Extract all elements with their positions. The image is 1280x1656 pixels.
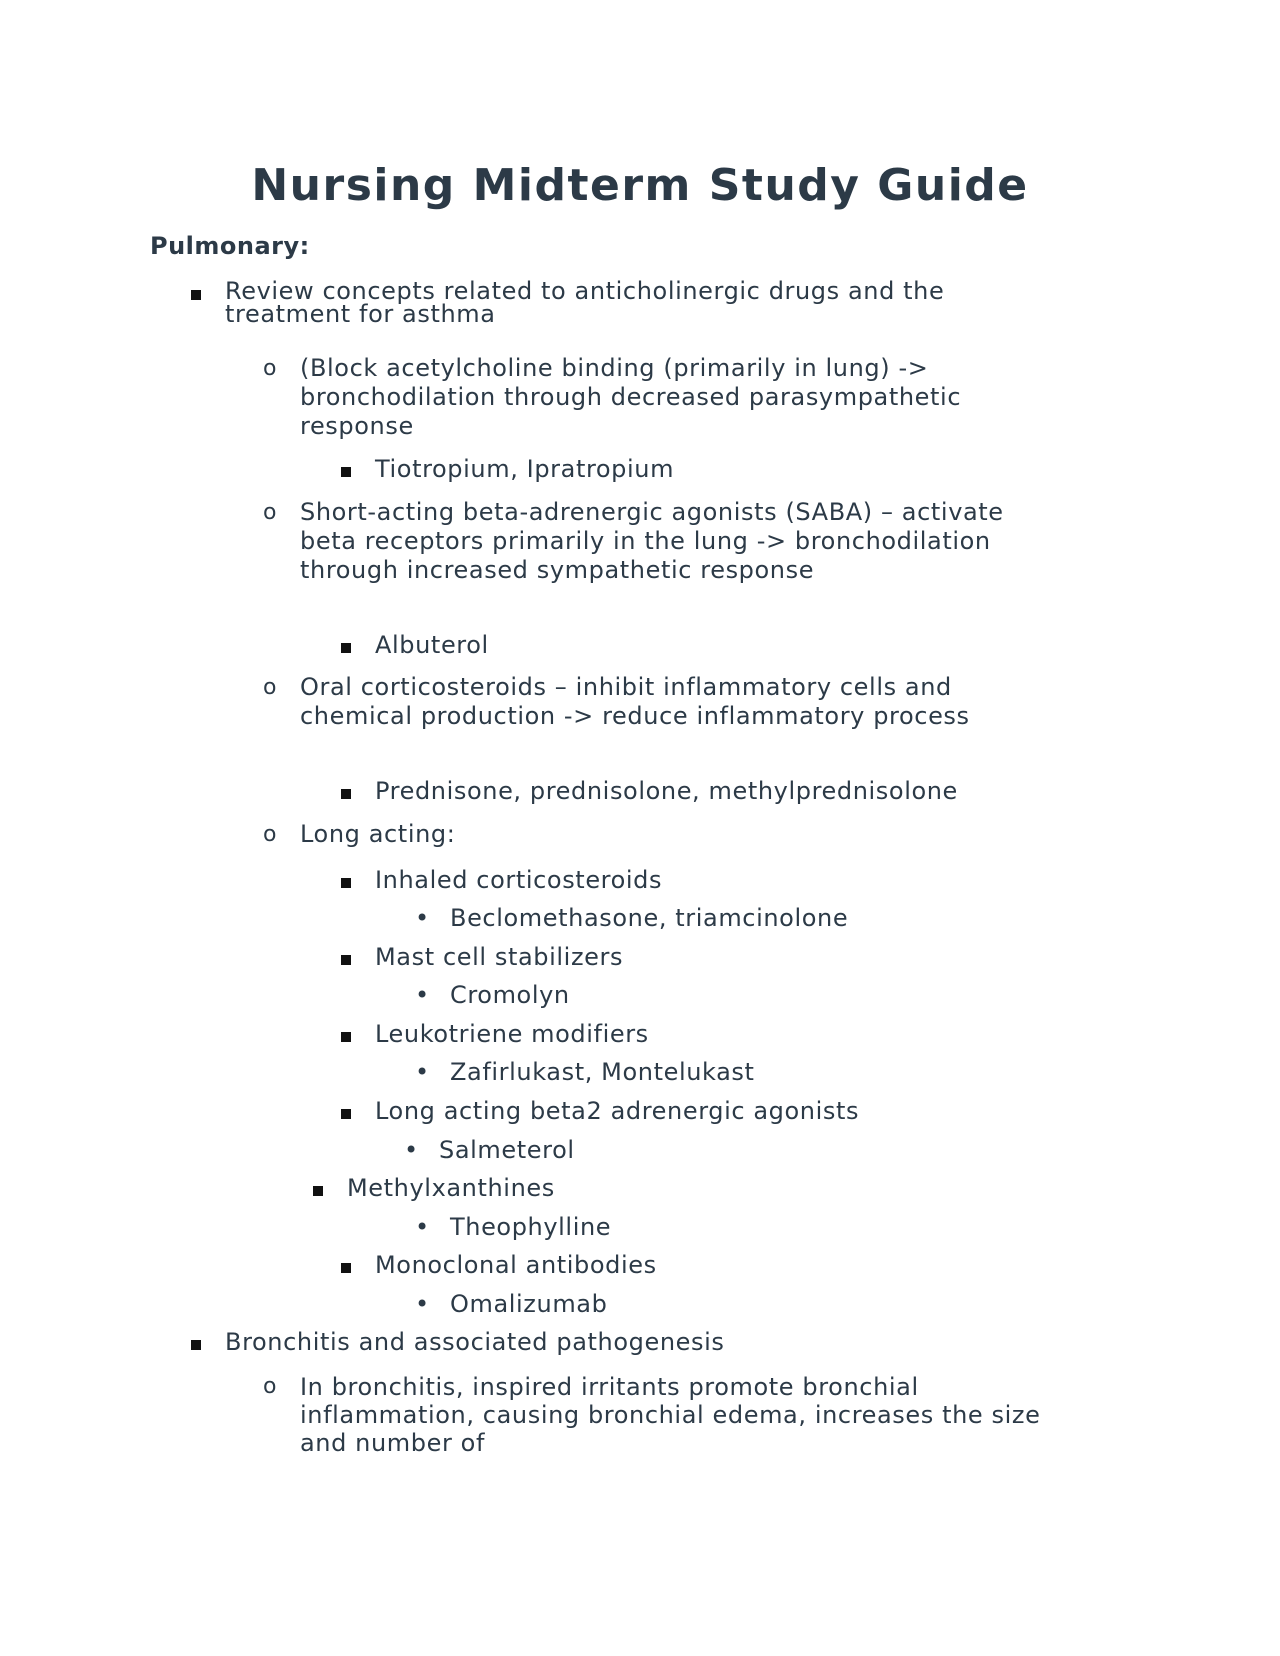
square-bullet-icon xyxy=(341,866,351,895)
list-item: Inhaled corticosteroids xyxy=(375,866,1075,895)
dot-bullet-icon: • xyxy=(415,1290,430,1318)
square-bullet-icon xyxy=(341,777,351,806)
list-item: • Cromolyn xyxy=(415,981,570,1009)
list-item: Methylxanthines xyxy=(347,1174,1047,1203)
circle-bullet-icon: o xyxy=(263,822,278,847)
list-item: • Beclomethasone, triamcinolone xyxy=(415,904,849,932)
square-bullet-icon xyxy=(191,1328,201,1357)
list-item: Albuterol xyxy=(375,631,1075,660)
square-bullet-icon xyxy=(341,1020,351,1049)
list-item: Prednisone, prednisolone, methylprednisolone xyxy=(375,777,1115,806)
square-bullet-icon xyxy=(341,1251,351,1280)
list-item: • Salmeterol xyxy=(404,1136,575,1164)
circle-bullet-icon: o xyxy=(263,1374,278,1399)
document-title: Nursing Midterm Study Guide xyxy=(251,160,1029,211)
dot-bullet-icon: • xyxy=(415,904,430,932)
list-item: Review concepts related to anticholinergic drugs and the treatment for asthma xyxy=(225,280,1025,326)
list-item: o (Block acetylcholine binding (primarily in lung) -> bronchodilation through decreased parasympathetic response xyxy=(263,354,962,440)
dot-bullet-icon: • xyxy=(404,1136,419,1164)
square-bullet-icon xyxy=(313,1174,323,1203)
square-bullet-icon xyxy=(341,943,351,972)
list-item: Leukotriene modifiers xyxy=(375,1020,1075,1049)
list-item: • Omalizumab xyxy=(415,1290,608,1318)
section-heading-pulmonary: Pulmonary: xyxy=(150,232,310,260)
circle-bullet-icon: o xyxy=(263,675,278,700)
list-item: Long acting beta2 adrenergic agonists xyxy=(375,1097,1115,1126)
list-item: o Short-acting beta-adrenergic agonists (SABA) – activate beta receptors primarily in the lung -> bronchodilation through increased sympathetic response xyxy=(263,498,1004,584)
list-item: o Long acting: xyxy=(263,820,456,848)
list-item: Tiotropium, Ipratropium xyxy=(375,455,1075,484)
circle-bullet-icon: o xyxy=(263,500,278,525)
square-bullet-icon xyxy=(341,631,351,660)
list-item: • Theophylline xyxy=(415,1213,612,1241)
square-bullet-icon xyxy=(341,455,351,484)
list-item: Bronchitis and associated pathogenesis xyxy=(225,1328,1025,1357)
list-item: Mast cell stabilizers xyxy=(375,943,1075,972)
dot-bullet-icon: • xyxy=(415,981,430,1009)
list-item: o In bronchitis, inspired irritants promote bronchial inflammation, causing bronchial edema, increases the size and number of xyxy=(263,1373,1041,1457)
list-item: Monoclonal antibodies xyxy=(375,1251,1075,1280)
dot-bullet-icon: • xyxy=(415,1058,430,1086)
square-bullet-icon xyxy=(341,1097,351,1126)
circle-bullet-icon: o xyxy=(263,356,278,381)
list-item: • Zafirlukast, Montelukast xyxy=(415,1058,755,1086)
dot-bullet-icon: • xyxy=(415,1213,430,1241)
square-bullet-icon xyxy=(191,280,201,304)
list-item: o Oral corticosteroids – inhibit inflammatory cells and chemical production -> reduce inflammatory process xyxy=(263,673,970,730)
